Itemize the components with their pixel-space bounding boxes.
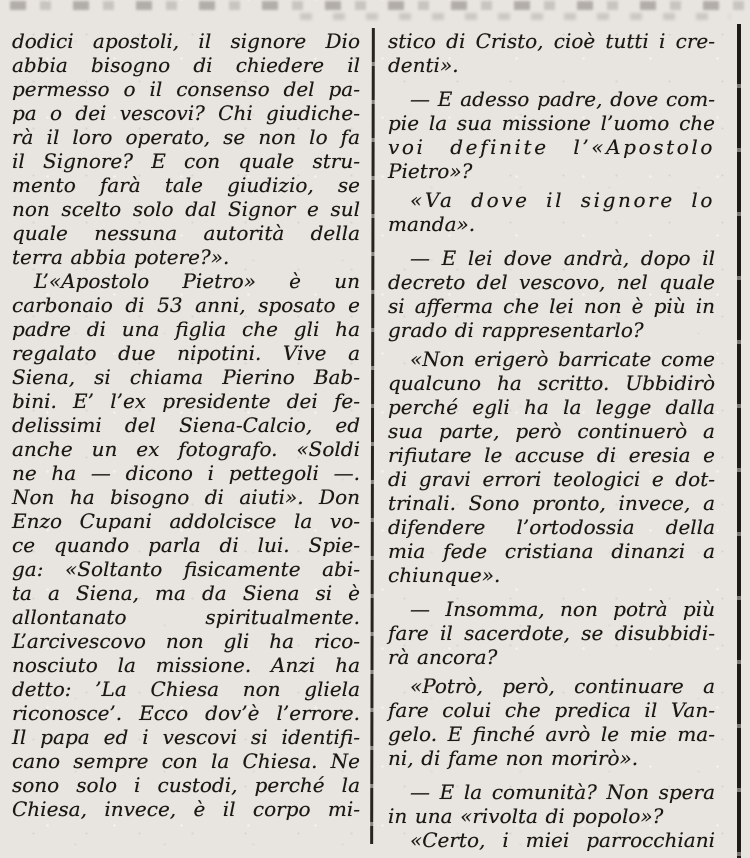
text-line: Pietro»?: [388, 159, 473, 183]
text-line: fare il sacerdote, se disubbidi-: [388, 621, 715, 645]
text-line: chiunque».: [388, 563, 501, 587]
text-line: padre di una figlia che gli ha: [12, 317, 360, 341]
top-edge-print-smudge: [10, 1, 744, 10]
text-line: il Signore? E con quale stru-: [12, 149, 360, 173]
text-line: riconosce’. Ecco dov’è l’errore.: [12, 701, 360, 725]
text-line: difendere l’ortodossia della: [388, 515, 715, 539]
text-line: ta a Siena, ma da Siena si è: [12, 581, 360, 605]
text-line: stico di Cristo, cioè tutti i cre-: [388, 29, 715, 53]
text-line: permesso o il consenso del pa-: [12, 77, 360, 101]
text-line: pie la sua missione l’uomo che: [388, 111, 715, 135]
text-line: abbia bisogno di chiedere il: [12, 53, 360, 77]
text-line: rà ancora?: [388, 645, 498, 669]
text-line: rà il loro operato, se non lo fa: [12, 125, 360, 149]
column-divider-rule: [370, 28, 375, 844]
text-line: L’«Apostolo Pietro» è un: [34, 269, 360, 293]
text-line: — E lei dove andrà, dopo il: [410, 246, 715, 270]
text-line: trinali. Sono pronto, invece, a: [388, 491, 715, 515]
text-line: mia fede cristiana dinanzi a: [388, 539, 715, 563]
text-line: allontanato spiritualmente.: [12, 605, 360, 629]
text-line: manda».: [388, 212, 476, 236]
text-line: fare colui che predica il Van-: [388, 698, 715, 722]
text-line: Il papa ed i vescovi si identifi-: [12, 725, 360, 749]
newspaper-column-right: [388, 29, 715, 852]
text-line: sono solo i custodi, perché la: [12, 773, 360, 797]
text-line: regalato due nipotini. Vive a: [12, 341, 360, 365]
text-line: «Certo, i miei parrocchiani: [410, 828, 715, 852]
text-line: — E la comunità? Non spera: [410, 780, 715, 804]
text-line: gelo. E finché avrò le mie ma-: [388, 722, 715, 746]
text-line: «Va dove il signore lo: [410, 188, 715, 212]
text-line: bini. E’ l’ex presidente dei fe-: [12, 389, 360, 413]
text-line: ga: «Soltanto fisicamente abi-: [12, 557, 360, 581]
text-line: Siena, si chiama Pierino Bab-: [12, 365, 360, 389]
right-border-rule: [737, 24, 741, 858]
text-line: Enzo Cupani addolcisce la vo-: [12, 509, 360, 533]
text-line: grado di rappresentarlo?: [388, 318, 644, 342]
text-line: delissimi del Siena-Calcio, ed: [12, 413, 360, 437]
text-line: pa o dei vescovi? Chi giudiche-: [12, 101, 360, 125]
text-line: terra abbia potere?».: [12, 245, 230, 269]
text-line: ce quando parla di lui. Spie-: [12, 533, 360, 557]
text-line: — E adesso padre, dove com-: [410, 87, 715, 111]
top-edge-print-smudge-secondary: [300, 13, 730, 20]
text-line: «Potrò, però, continuare a: [410, 674, 715, 698]
text-line: Non ha bisogno di aiuti». Don: [12, 485, 360, 509]
text-line: quale nessuna autorità della: [12, 221, 360, 245]
text-line: voi definite l’«Apostolo: [388, 135, 715, 159]
text-line: rifiutare le accuse di eresia e: [388, 443, 715, 467]
text-line: dodici apostoli, il signore Dio: [12, 29, 360, 53]
text-line: in una «rivolta di popolo»?: [388, 804, 664, 828]
text-line: decreto del vescovo, nel quale: [388, 270, 715, 294]
text-line: mento farà tale giudizio, se: [12, 173, 360, 197]
text-line: ni, di fame non morirò».: [388, 746, 639, 770]
newspaper-column-left: [12, 29, 360, 821]
text-line: detto: ’La Chiesa non gliela: [12, 677, 360, 701]
text-line: sua parte, però continuerò a: [388, 419, 715, 443]
text-line: qualcuno ha scritto. Ubbidirò: [388, 371, 715, 395]
text-line: nosciuto la missione. Anzi ha: [12, 653, 360, 677]
text-line: — Insomma, non potrà più: [410, 597, 715, 621]
text-line: si afferma che lei non è più in: [388, 294, 715, 318]
text-line: denti».: [388, 53, 459, 77]
text-line: «Non erigerò barricate come: [410, 347, 715, 371]
text-line: perché egli ha la legge dalla: [388, 395, 715, 419]
text-line: carbonaio di 53 anni, sposato e: [12, 293, 360, 317]
text-line: L’arcivescovo non gli ha rico-: [12, 629, 360, 653]
text-line: non scelto solo dal Signor e sul: [12, 197, 360, 221]
text-line: ne ha — dicono i pettegoli —.: [12, 461, 360, 485]
text-line: di gravi errori teologici e dot-: [388, 467, 715, 491]
text-line: Chiesa, invece, è il corpo mi-: [12, 797, 360, 821]
text-line: anche un ex fotografo. «Soldi: [12, 437, 360, 461]
text-line: cano sempre con la Chiesa. Ne: [12, 749, 360, 773]
